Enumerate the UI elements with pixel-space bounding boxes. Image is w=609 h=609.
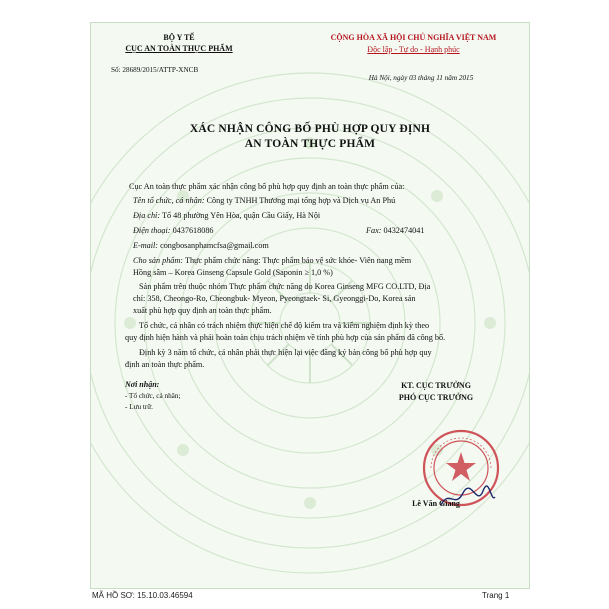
manufacturer-line-1: Sản phẩm trên thuộc nhóm Thực phẩm chức năng do Korea Ginseng MFG CO.LTD, Địa: [139, 282, 431, 291]
phone-label: Điện thoại:: [133, 226, 171, 235]
address-line: [133, 210, 320, 222]
organization-value: Công ty TNHH Thương mại tổng hợp và Dịch vụ An Phú: [206, 196, 396, 205]
product-value-2: Hồng sâm – Korea Ginseng Capsule Gold (Saponin ≥ 1,0 %): [133, 268, 333, 277]
fax-label: Fax:: [366, 226, 382, 235]
ministry-name: BỘ Y TẾ: [163, 33, 195, 42]
organization-label: Tên tổ chức, cá nhân:: [133, 196, 205, 205]
recipient-item: - Lưu trữ.: [125, 403, 153, 411]
email-value: congbosanphamcfsa@gmail.com: [160, 241, 269, 250]
product-label: Cho sản phẩm:: [133, 256, 184, 265]
signer-title-line1: KT. CỤC TRƯỞNG: [401, 381, 471, 390]
intro-text: Cục An toàn thực phẩm xác nhận công bố phù hợp quy định an toàn thực phẩm của:: [129, 182, 405, 191]
manufacturer-line-3: xuất phù hợp quy định an toàn thực phẩm.: [133, 306, 272, 315]
place-date: Hà Nội, ngày 03 tháng 11 năm 2015: [368, 74, 474, 82]
document-number: Số: 28689/2015/ATTP-XNCB: [111, 66, 199, 74]
period-line-1: Định kỳ 3 năm tổ chức, cá nhân phải thực hiện lại việc đăng ký bản công bố phù hợp quy: [139, 348, 432, 357]
manufacturer-line-2: chỉ: 358, Cheongo-Ro, Cheongbuk- Myeon, Pyeongtaek- Si, Gyeonggi-Do, Korea sản: [133, 294, 416, 303]
responsibility-line-1: Tổ chức, cá nhân có trách nhiệm thực hiện chế độ kiểm tra và kiểm nghiệm định kỳ theo: [139, 321, 430, 330]
product-line-1: [133, 255, 411, 267]
document-title-line1: XÁC NHẬN CÔNG BỐ PHÙ HỢP QUY ĐỊNH: [189, 123, 431, 135]
recipients-label: Nơi nhận:: [125, 380, 160, 389]
signer-title-line2: PHÓ CỤC TRƯỞNG: [398, 393, 474, 402]
document-title-line2: AN TOÀN THỰC PHẨM: [244, 138, 376, 150]
signer-name: Lê Văn Giang: [412, 499, 460, 508]
fax-value: 0432474041: [383, 226, 425, 235]
handwritten-signature: [437, 483, 497, 513]
responsibility-line-2: quy định hiện hành và phải hoàn toàn chịu trách nhiệm về tính phù hợp của sản phẩm đã công bố.: [125, 333, 446, 342]
recipient-item: - Tổ chức, cá nhân;: [125, 392, 181, 400]
email-label: E-mail:: [133, 241, 159, 250]
country-name: CỘNG HÒA XÃ HỘI CHỦ NGHĨA VIỆT NAM: [330, 33, 497, 42]
organization-line: [133, 195, 395, 207]
address-label: Địa chỉ:: [133, 211, 161, 220]
period-line-2: định an toàn thực phẩm.: [125, 360, 205, 369]
product-value-1: Thực phẩm chức năng: Thực phẩm bảo vệ sức khỏe- Viên nang mềm: [184, 256, 412, 265]
email-line: [133, 240, 269, 252]
fax-line: [366, 225, 424, 237]
address-value: Tổ 48 phường Yên Hòa, quận Cầu Giấy, Hà Nội: [161, 211, 321, 220]
page-number: Trang 1: [482, 591, 510, 600]
dossier-code: MÃ HỒ SƠ: 15.10.03.46594: [92, 591, 193, 600]
certificate-document: [90, 22, 530, 589]
phone-value: 0437618086: [172, 226, 214, 235]
agency-name: CỤC AN TOÀN THỰC PHẨM: [125, 44, 233, 53]
phone-line: [133, 225, 214, 237]
national-motto: Độc lập - Tự do - Hạnh phúc: [367, 45, 460, 54]
